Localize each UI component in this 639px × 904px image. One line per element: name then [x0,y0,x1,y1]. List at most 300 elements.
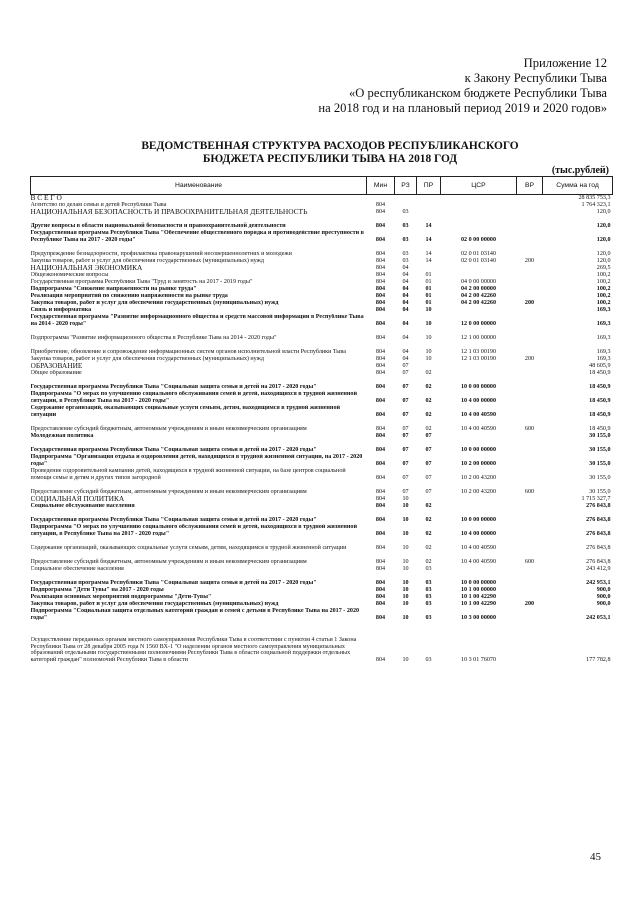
column-header-rz: РЗ [395,177,417,195]
cell-csr: 04 0 00 00000 [460,279,497,286]
cell-name: Предоставление субсидий бюджетным, автономным учреждениям и иным некоммерческим организациям [30,426,307,433]
cell-vr: 200 [524,300,535,307]
cell-csr: 10 0 00 00000 [460,580,497,587]
cell-vr [517,405,543,419]
cell-rz: 03 [402,258,409,265]
cell-min: 804 [375,580,386,587]
cell-vr: 600 [524,489,535,496]
cell-vr [517,566,543,573]
cell-pr [417,202,441,209]
cell-pr: 01 [425,286,432,293]
table-row [31,258,613,265]
cell-csr [441,503,517,510]
cell-rz: 07 [402,363,409,370]
cell-pr: 07 [425,433,432,440]
column-header-vr: ВР [517,177,543,195]
cell-name: Государственная программа Республики Тыва "Социальная защита семьи и детей на 2017 - 2020 годы" [30,447,317,454]
cell-vr [517,496,543,503]
cell-name: Общеэкономические вопросы [30,272,109,279]
table-row [31,314,613,328]
table-row [31,468,613,482]
table-row [31,370,613,377]
cell-csr: 12 0 00 00000 [460,321,497,328]
cell-pr: 07 [425,475,432,482]
cell-rz: 10 [402,615,409,622]
cell-sum: 18 450,9 [589,426,611,433]
column-header-name: Наименование [31,177,367,195]
cell-csr: 10 4 00 40590 [460,412,497,419]
cell-min: 804 [375,594,386,601]
cell-name: Подпрограмма "Организация отдыха и оздоровления детей, находящихся в трудной жизненной ситуации, на 2017 - 2020 годы" [30,454,363,468]
cell-pr: 03 [425,587,432,594]
cell-vr [517,286,543,293]
cell-name: Предоставление субсидий бюджетным, автономным учреждениям и иным некоммерческим организациям [30,559,307,566]
cell-pr: 01 [425,279,432,286]
cell-sum: 169,3 [596,335,611,342]
table-row [31,503,613,510]
cell-csr [441,433,517,440]
cell-csr: 10 2 00 43200 [460,475,497,482]
cell-pr: 10 [425,356,432,363]
cell-vr: 600 [524,559,535,566]
cell-vr [517,202,543,209]
cell-rz: 10 [402,517,409,524]
cell-rz: 10 [402,531,409,538]
cell-pr: 02 [425,412,432,419]
cell-min: 804 [375,601,386,608]
cell-csr: 12 1 03 00190 [460,356,497,363]
cell-name: СОЦИАЛЬНАЯ ПОЛИТИКА [30,496,125,503]
page-number: 45 [590,851,601,863]
cell-name: Проведение оздоровительной кампании детей, находящихся в трудной жизненной ситуации, на базе центров социальной помощи семье и детям и других типов загородной [30,468,346,482]
cell-sum: 30 155,0 [589,447,611,454]
cell-rz: 10 [402,503,409,510]
cell-min: 804 [375,461,386,468]
cell-min: 804 [375,489,386,496]
table-row [31,356,613,363]
cell-min: 804 [375,321,386,328]
cell-csr [441,202,517,209]
cell-csr: 10 3 01 76070 [460,657,497,664]
cell-name: Осуществление переданных органам местного самоуправления Республики Тыва в соответствии с пунктом 4 статьи 1 Закона Республики Тыва от 28 декабря 2005 года N 1560 ВХ-1 "О наделении органов местного самоуправления муниципальных образований отдельными государственными полномочиями Республики Тыва в области социальной поддержки отдельных категорий граждан" полномочий Республики Тыва в области [30,636,357,664]
cell-min: 804 [375,412,386,419]
cell-rz: 10 [402,496,409,503]
cell-csr: 10 0 00 00000 [460,447,497,454]
cell-rz: 03 [402,237,409,244]
cell-pr: 02 [425,426,432,433]
table-row [31,195,613,203]
cell-name: Закупка товаров, работ и услуг для обеспечения государственных (муниципальных) нужд [30,258,264,265]
cell-min: 804 [375,265,386,272]
cell-vr: 200 [524,258,535,265]
cell-min: 804 [375,258,386,265]
cell-pr: 01 [425,293,432,300]
cell-pr: 03 [425,615,432,622]
cell-rz: 07 [402,370,409,377]
cell-rz [395,202,417,209]
cell-name: НАЦИОНАЛЬНАЯ ЭКОНОМИКА [30,265,143,272]
cell-rz: 07 [402,398,409,405]
table-row [31,601,613,608]
cell-sum: 169,3 [596,349,611,356]
cell-vr [517,454,543,468]
cell-min: 804 [375,356,386,363]
cell-min: 804 [375,293,386,300]
table-header-row [31,177,613,195]
cell-vr: 600 [524,426,535,433]
table-row [31,307,613,314]
cell-name: Подпрограмма "Социальная защита отдельных категорий граждан и семей с детьми в Республике Тыва на 2017 - 2020 годы" [30,608,360,622]
cell-vr [517,468,543,482]
cell-vr [517,279,543,286]
table-row [31,272,613,279]
cell-csr: 10 4 00 40590 [460,559,497,566]
table-row [31,566,613,573]
cell-rz: 04 [402,356,409,363]
table-row [31,363,613,370]
cell-sum: 1 715 327,7 [581,496,611,503]
cell-vr [517,440,543,454]
cell-pr [417,209,441,216]
cell-vr [517,391,543,405]
cell-name: Социальное обслуживание населения [30,503,135,510]
cell-rz: 04 [402,265,409,272]
table-row [31,328,613,342]
cell-sum: 243 412,9 [586,566,611,573]
cell-csr: 10 4 00 00000 [460,531,497,538]
table-row [31,279,613,286]
cell-name: Государственная программа Республики Тыва "Социальная защита семьи и детей на 2017 - 2020 годы" [30,517,317,524]
table-row [31,230,613,244]
cell-pr: 02 [425,503,432,510]
cell-min: 804 [375,447,386,454]
cell-pr [417,363,441,370]
table-row [31,405,613,419]
cell-sum: 28 835 753,3 [578,195,611,202]
cell-csr: 10 0 00 00000 [460,384,497,391]
cell-sum: 30 155,0 [589,461,611,468]
cell-sum: 242 053,1 [586,615,611,622]
cell-rz: 04 [402,293,409,300]
cell-pr: 14 [425,258,432,265]
cell-name: Государственная программа "Развитие информационного общества и средств массовой информации в Республике Тыва на 2014 - 2020 годы" [30,314,364,328]
cell-sum: 100,2 [596,272,611,279]
cell-name: Государственная программа Республики Тыва "Социальная защита семьи и детей на 2017 - 2020 годы" [30,580,317,587]
cell-min: 804 [375,202,386,209]
cell-name: Содержание организаций, оказывающих социальные услуги семьям, детям, находящимся в трудной жизненной ситуации [30,405,340,419]
cell-name: Социальное обеспечение населения [30,566,124,573]
cell-sum: 242 953,1 [586,580,611,587]
cell-pr: 03 [425,580,432,587]
cell-csr: 04 2 00 42260 [460,293,497,300]
cell-rz: 10 [402,587,409,594]
cell-csr: 10 1 00 42290 [460,594,497,601]
cell-min: 804 [375,531,386,538]
cell-rz: 07 [402,412,409,419]
cell-sum: 276 843,8 [586,503,611,510]
cell-pr: 02 [425,370,432,377]
cell-min [367,195,395,203]
cell-name: Общее образование [30,370,82,377]
cell-sum: 276 843,8 [586,531,611,538]
cell-name: Государственная программа Республики Тыва "Социальная защита семьи и детей на 2017 - 2020 годы" [30,384,317,391]
cell-min: 804 [375,566,386,573]
cell-pr: 14 [425,237,432,244]
cell-csr [441,265,517,272]
cell-min: 804 [375,496,386,503]
cell-name: Государственная программа Республики Тыва "Труд и занятость на 2017 - 2019 годы" [30,279,253,286]
cell-name: Связь и информатика [30,307,92,314]
table-row [31,293,613,300]
cell-pr [417,265,441,272]
cell-pr: 07 [425,447,432,454]
cell-sum: 169,3 [596,307,611,314]
table-row [31,440,613,454]
cell-sum: 177 782,8 [586,657,611,664]
cell-sum: 18 450,9 [589,384,611,391]
cell-vr: 200 [524,356,535,363]
cell-pr: 01 [425,272,432,279]
cell-min: 804 [375,545,386,552]
cell-rz: 07 [402,447,409,454]
cell-pr: 02 [425,517,432,524]
cell-vr [517,272,543,279]
cell-pr: 10 [425,321,432,328]
table-row [31,552,613,566]
cell-sum: 1 764 323,1 [581,202,611,209]
cell-csr: 10 0 00 00000 [460,517,497,524]
cell-rz: 04 [402,349,409,356]
cell-name: Реализация основных мероприятий подпрограммы "Дети-Тувы" [30,594,212,601]
cell-sum: 900,0 [596,594,611,601]
cell-csr: 02 0 00 00000 [460,237,497,244]
table-body [31,195,613,665]
cell-vr [517,510,543,524]
cell-csr: 10 4 00 00000 [460,398,497,405]
table-row [31,300,613,307]
cell-rz: 10 [402,601,409,608]
cell-sum: 100,2 [596,293,611,300]
cell-name: Приобретение, обновление и сопровождение информационных систем органов исполнительной власти Республики Тыва [30,349,346,356]
cell-sum: 120,0 [596,209,611,216]
cell-sum: 100,2 [596,279,611,286]
cell-vr [517,594,543,601]
cell-vr [517,328,543,342]
cell-sum: 48 605,9 [589,363,611,370]
cell-name: Подпрограмма "Дети Тувы" на 2017 - 2020 годы [30,587,164,594]
cell-name: В С Е Г О [30,194,62,202]
cell-rz: 10 [402,559,409,566]
cell-pr: 14 [425,223,432,230]
title-line: БЮДЖЕТА РЕСПУБЛИКИ ТЫВА НА 2018 ГОД [202,153,458,165]
cell-min: 804 [375,517,386,524]
cell-name: Закупка товаров, работ и услуг для обеспечения государственных (муниципальных) нужд [30,356,264,363]
cell-rz: 03 [402,251,409,258]
units-label: (тыс.рублей) [551,165,609,176]
cell-csr: 12 1 03 00190 [460,349,497,356]
cell-min: 804 [375,559,386,566]
cell-sum: 276 843,8 [586,545,611,552]
cell-sum: 30 155,0 [589,433,611,440]
cell-rz: 10 [402,566,409,573]
cell-sum: 900,0 [596,587,611,594]
cell-rz: 07 [402,489,409,496]
cell-vr [517,265,543,272]
cell-min: 804 [375,370,386,377]
cell-vr: 200 [524,601,535,608]
cell-vr [517,370,543,377]
appendix-header [318,56,607,116]
cell-sum: 18 450,9 [589,398,611,405]
table-row [31,608,613,622]
cell-rz: 03 [402,209,409,216]
cell-vr [517,314,543,328]
cell-vr [517,216,543,230]
cell-vr [517,503,543,510]
cell-pr: 07 [425,489,432,496]
cell-sum: 100,2 [596,300,611,307]
cell-pr: 01 [425,300,432,307]
table-row [31,433,613,440]
cell-sum: 169,3 [596,321,611,328]
cell-min: 804 [375,286,386,293]
cell-min: 804 [375,223,386,230]
cell-name: Агентство по делам семьи и детей Республики Тыва [30,202,167,209]
cell-pr [417,195,441,203]
cell-name: Предоставление субсидий бюджетным, автономным учреждениям и иным некоммерческим организациям [30,489,307,496]
cell-pr: 14 [425,251,432,258]
cell-vr [517,524,543,538]
table-row [31,573,613,587]
table-row [31,587,613,594]
cell-vr [517,307,543,314]
cell-min: 804 [375,657,386,664]
cell-vr [517,293,543,300]
table-row [31,454,613,468]
cell-min: 804 [375,237,386,244]
cell-name: ОБРАЗОВАНИЕ [30,363,83,370]
cell-sum: 30 155,0 [589,489,611,496]
cell-csr [441,216,517,230]
cell-csr [441,496,517,503]
table-row [31,216,613,230]
cell-csr: 10 4 00 40590 [460,426,497,433]
table-row [31,419,613,433]
cell-name: Молодежная политика [30,433,94,440]
cell-rz: 04 [402,321,409,328]
cell-csr: 02 0 01 03140 [460,251,497,258]
table-row [31,622,613,664]
cell-pr: 02 [425,384,432,391]
cell-min: 804 [375,335,386,342]
cell-vr [517,363,543,370]
cell-pr: 10 [425,349,432,356]
cell-vr [517,608,543,622]
cell-min: 804 [375,475,386,482]
table-row [31,510,613,524]
cell-rz: 10 [402,545,409,552]
title-line: ВЕДОМСТВЕННАЯ СТРУКТУРА РАСХОДОВ РЕСПУБЛИКАНСКОГО [141,140,519,152]
table-row [31,482,613,496]
cell-sum: 18 450,9 [589,370,611,377]
cell-rz: 04 [402,286,409,293]
cell-name: Подпрограмма "Снижение напряженности на рынке труда" [30,286,197,293]
column-header-pr: ПР [417,177,441,195]
cell-min: 804 [375,587,386,594]
cell-rz: 07 [402,426,409,433]
cell-rz: 07 [402,475,409,482]
table-row [31,342,613,356]
cell-min: 804 [375,503,386,510]
column-header-sum: Сумма на год [543,177,613,195]
cell-sum: 120,0 [596,223,611,230]
cell-name: НАЦИОНАЛЬНАЯ БЕЗОПАСНОСТЬ И ПРАВООХРАНИТЕЛЬНАЯ ДЕЯТЕЛЬНОСТЬ [30,209,308,216]
cell-sum: 269,5 [596,265,611,272]
cell-min: 804 [375,209,386,216]
cell-sum: 169,3 [596,356,611,363]
cell-csr: 10 2 00 00000 [460,461,497,468]
cell-vr [517,622,543,664]
cell-csr [441,307,517,314]
table-row [31,538,613,552]
cell-min: 804 [375,384,386,391]
cell-pr: 02 [425,531,432,538]
cell-pr [417,496,441,503]
table-row [31,265,613,272]
cell-rz: 07 [402,384,409,391]
cell-pr: 07 [425,461,432,468]
table-row [31,286,613,293]
cell-csr: 02 0 01 03140 [460,258,497,265]
cell-csr: 10 3 00 00000 [460,615,497,622]
cell-vr [517,244,543,258]
cell-rz: 10 [402,594,409,601]
cell-vr [517,433,543,440]
cell-vr [517,209,543,216]
cell-rz: 04 [402,335,409,342]
cell-pr: 03 [425,657,432,664]
cell-min: 804 [375,433,386,440]
cell-pr: 02 [425,545,432,552]
cell-min: 804 [375,349,386,356]
cell-rz: 04 [402,272,409,279]
cell-min: 804 [375,272,386,279]
cell-csr: 04 2 00 42260 [460,300,497,307]
cell-min: 804 [375,398,386,405]
cell-csr [441,195,517,203]
appendix-line: Приложение 12 [523,56,607,70]
cell-min: 804 [375,363,386,370]
cell-name: Другие вопросы в области национальной безопасности и правоохранительной деятельности [30,223,286,230]
cell-sum: 120,0 [596,251,611,258]
table-row [31,391,613,405]
cell-sum: 18 450,9 [589,412,611,419]
cell-vr [517,538,543,552]
cell-rz: 04 [402,307,409,314]
cell-csr: 12 1 00 00000 [460,335,497,342]
cell-name: Содержание организаций, оказывающих социальные услуги семьям, детям, находящимся в трудной жизненной ситуации [30,545,347,552]
cell-rz [395,195,417,203]
cell-rz: 03 [402,223,409,230]
expenditure-table [30,176,613,664]
cell-csr [441,272,517,279]
cell-name: Подпрограмма "О мерах по улучшению социального обслуживания семей и детей, находящихся в трудной жизненной ситуации, в Республике Тыва на 2017 - 2020 годы" [30,391,357,405]
cell-pr: 02 [425,559,432,566]
cell-rz: 10 [402,580,409,587]
cell-sum: 30 155,0 [589,475,611,482]
cell-sum: 276 843,8 [586,517,611,524]
table-row [31,202,613,209]
